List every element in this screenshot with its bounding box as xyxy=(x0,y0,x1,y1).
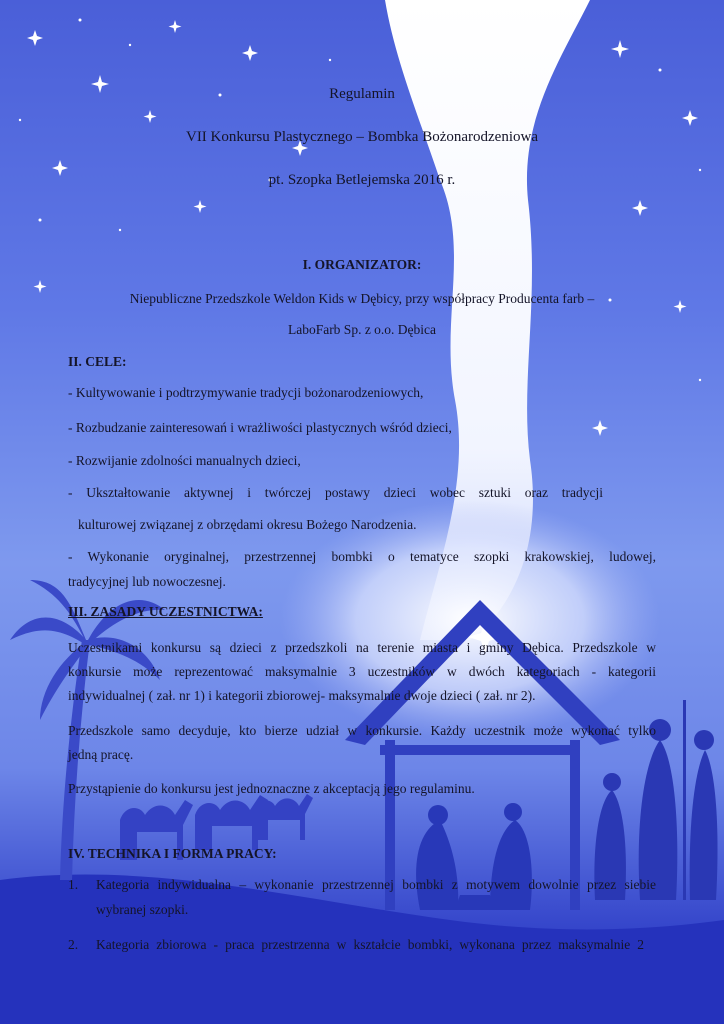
rules-text: jedną pracę. xyxy=(68,747,134,762)
section-heading-organizer: I. ORGANIZATOR: xyxy=(302,257,422,272)
goal-item: - Ukształtowanie aktywnej i twórczej postawy dzieci wobec sztuki oraz tradycji xyxy=(68,485,603,500)
rules-text: konkursie może reprezentować maksymalnie 3 uczestników w dwóch kategoriach - kategorii xyxy=(68,664,656,679)
goal-item: - Rozwijanie zdolności manualnych dzieci, xyxy=(68,453,301,468)
doc-subtitle: pt. Szopka Betlejemska 2016 r. xyxy=(268,172,456,188)
rules-text: Przedszkole samo decyduje, kto bierze udział w konkursie. Każdy uczestnik może wykonać tylko xyxy=(68,723,656,738)
goal-item: - Kultywowanie i podtrzymywanie tradycji bożonarodzeniowych, xyxy=(68,385,424,400)
technique-item-continuation: wybranej szopki. xyxy=(96,902,189,917)
rules-text: Uczestnikami konkursu są dzieci z przedszkoli na terenie miasta i gminy Dębica. Przedszkole w xyxy=(68,640,656,655)
doc-title-line2: VII Konkursu Plastycznego – Bombka Bożonarodzeniowa xyxy=(185,129,538,145)
organizer-text: Niepubliczne Przedszkole Weldon Kids w Dębicy, przy współpracy Producenta farb – xyxy=(129,291,595,306)
goal-item: - Rozbudzanie zainteresowań i wrażliwości plastycznych wśród dzieci, xyxy=(68,420,452,435)
doc-title: Regulamin xyxy=(329,86,395,102)
goal-item: - Wykonanie oryginalnej, przestrzennej bombki o tematyce szopki krakowskiej, ludowej, xyxy=(68,549,656,564)
technique-item: Kategoria indywidualna – wykonanie przestrzennej bombki z motywem dowolnie przez siebie xyxy=(96,877,656,892)
rules-text: indywidualnej ( zał. nr 1) i kategorii zbiorowej- maksymalnie dwoje dzieci ( zał. nr 2). xyxy=(68,688,536,703)
technique-item: Kategoria zbiorowa - praca przestrzenna w kształcie bombki, wykonana przez maksymalnie 2 xyxy=(96,937,644,952)
section-heading-technique: IV. TECHNIKA I FORMA PRACY: xyxy=(68,846,277,861)
list-number: 1. xyxy=(68,877,79,892)
organizer-text: LaboFarb Sp. z o.o. Dębica xyxy=(287,322,437,337)
list-number: 2. xyxy=(68,937,79,952)
goal-item-continuation: tradycyjnej lub nowoczesnej. xyxy=(68,574,226,589)
goal-item-continuation: kulturowej związanej z obrzędami okresu Bożego Narodzenia. xyxy=(78,517,417,532)
section-heading-rules: III. ZASADY UCZESTNICTWA: xyxy=(68,604,263,619)
section-heading-goals: II. CELE: xyxy=(68,354,127,369)
rules-text: Przystąpienie do konkursu jest jednoznaczne z akceptacją jego regulaminu. xyxy=(68,781,475,796)
